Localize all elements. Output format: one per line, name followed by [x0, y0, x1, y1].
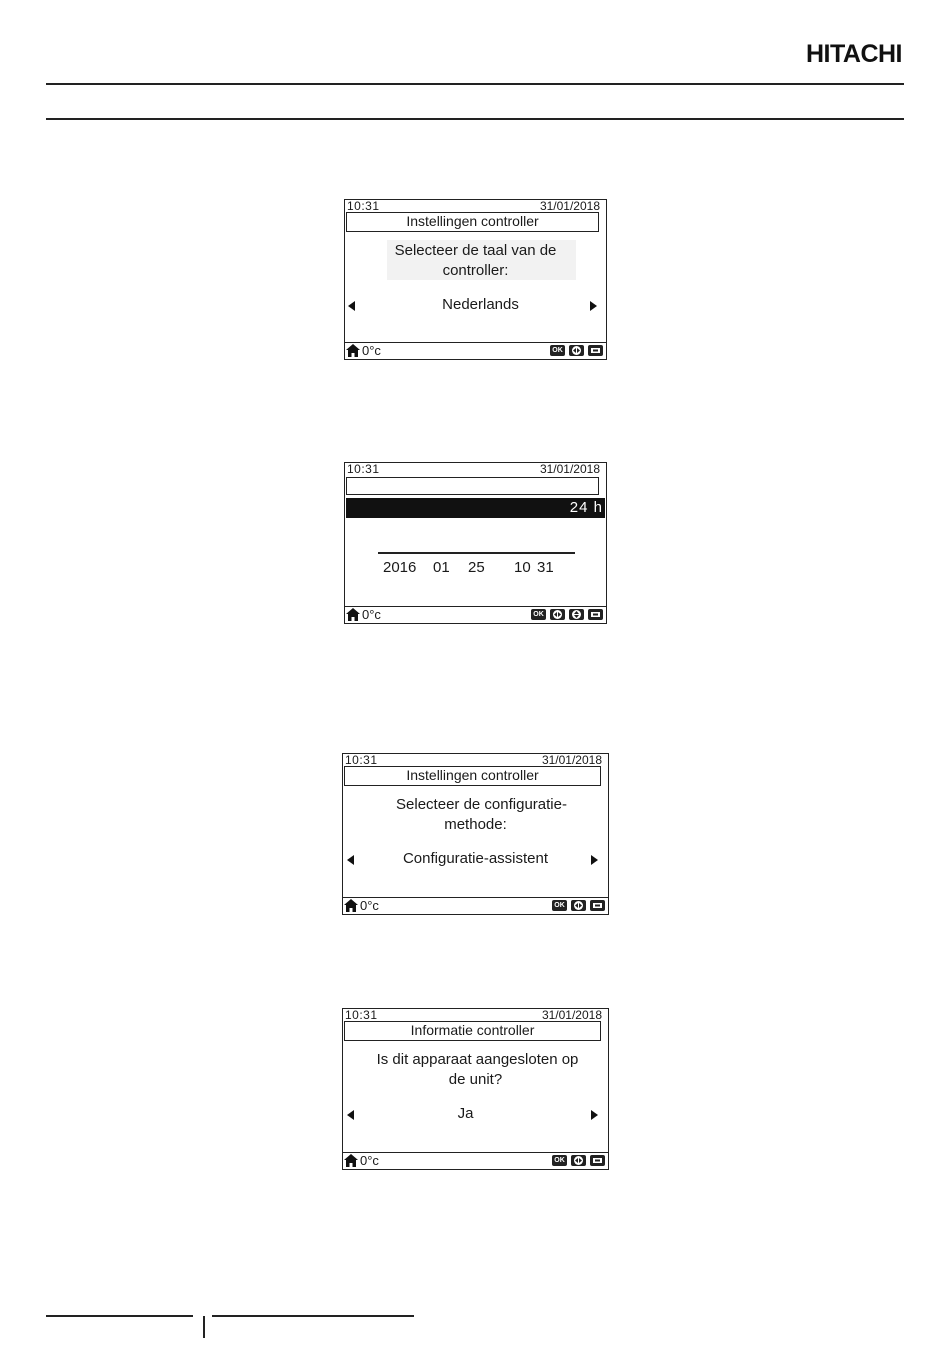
hitachi-logo: HITACHI: [805, 40, 902, 68]
clock-time: 10:31: [345, 1008, 378, 1022]
prompt-line-2: de unit?: [448, 1071, 503, 1088]
back-icon[interactable]: [590, 900, 605, 911]
back-icon[interactable]: [588, 609, 603, 620]
year-field[interactable]: 2016: [383, 559, 417, 576]
prompt-line-2: methode:: [444, 816, 507, 833]
back-icon[interactable]: [590, 1155, 605, 1166]
left-right-icon[interactable]: [571, 1155, 586, 1166]
day-field[interactable]: 25: [468, 559, 485, 576]
time-format-selected[interactable]: [346, 498, 605, 518]
prompt-line-1: Is dit apparaat aangesloten op: [376, 1051, 579, 1068]
back-icon[interactable]: [588, 345, 603, 356]
temperature: 0°c: [360, 1153, 379, 1168]
screen-title: Informatie controller: [344, 1021, 601, 1041]
left-right-icon[interactable]: [571, 900, 586, 911]
home-icon: [346, 608, 360, 621]
footer-rule-right: [212, 1315, 414, 1317]
home-icon: [344, 899, 358, 912]
left-right-icon[interactable]: [569, 345, 584, 356]
header-rule-bottom: [46, 118, 904, 120]
screen-title: Instellingen controller: [346, 212, 599, 232]
arrow-left-icon[interactable]: [348, 301, 355, 311]
footer-rule-left: [46, 1315, 193, 1317]
selected-value[interactable]: Nederlands: [442, 296, 519, 313]
ok-icon[interactable]: OK: [550, 345, 565, 356]
prompt-line-2: controller:: [442, 262, 509, 279]
ok-icon[interactable]: OK: [531, 609, 546, 620]
left-right-icon[interactable]: [550, 609, 565, 620]
arrow-right-icon[interactable]: [591, 1110, 598, 1120]
prompt-line-1: Selecteer de configuratie-: [396, 796, 567, 813]
clock-date: 31/01/2018: [539, 199, 600, 213]
screen-config-method: [342, 753, 609, 915]
temperature: 0°c: [362, 607, 381, 622]
arrow-right-icon[interactable]: [590, 301, 597, 311]
clock-date: 31/01/2018: [541, 1008, 602, 1022]
ok-icon[interactable]: OK: [552, 1155, 567, 1166]
home-icon: [346, 344, 360, 357]
screen-date-time: [344, 462, 607, 624]
selected-value[interactable]: Configuratie-assistent: [402, 850, 549, 867]
clock-date: 31/01/2018: [539, 462, 600, 476]
home-icon: [344, 1154, 358, 1167]
clock-time: 10:31: [347, 462, 380, 476]
hour-field[interactable]: 10: [514, 559, 531, 576]
minute-field[interactable]: 31: [537, 559, 554, 576]
temperature: 0°c: [360, 898, 379, 913]
screen-title: [346, 477, 599, 495]
footer-divider: [203, 1316, 205, 1338]
selected-value[interactable]: Ja: [457, 1105, 474, 1122]
screen-language: [344, 199, 607, 360]
month-field[interactable]: 01: [433, 559, 450, 576]
temperature: 0°c: [362, 343, 381, 358]
header-rule-top: [46, 83, 904, 85]
clock-time: 10:31: [347, 199, 380, 213]
screen-connected: [342, 1008, 609, 1170]
clock-date: 31/01/2018: [541, 753, 602, 767]
clock-time: 10:31: [345, 753, 378, 767]
time-format-value: 24 h: [569, 499, 603, 516]
ok-icon[interactable]: OK: [552, 900, 567, 911]
date-divider: [378, 552, 575, 554]
arrow-right-icon[interactable]: [591, 855, 598, 865]
screen-title: Instellingen controller: [344, 766, 601, 786]
prompt-line-1: Selecteer de taal van de: [394, 242, 557, 259]
up-down-icon[interactable]: [569, 609, 584, 620]
